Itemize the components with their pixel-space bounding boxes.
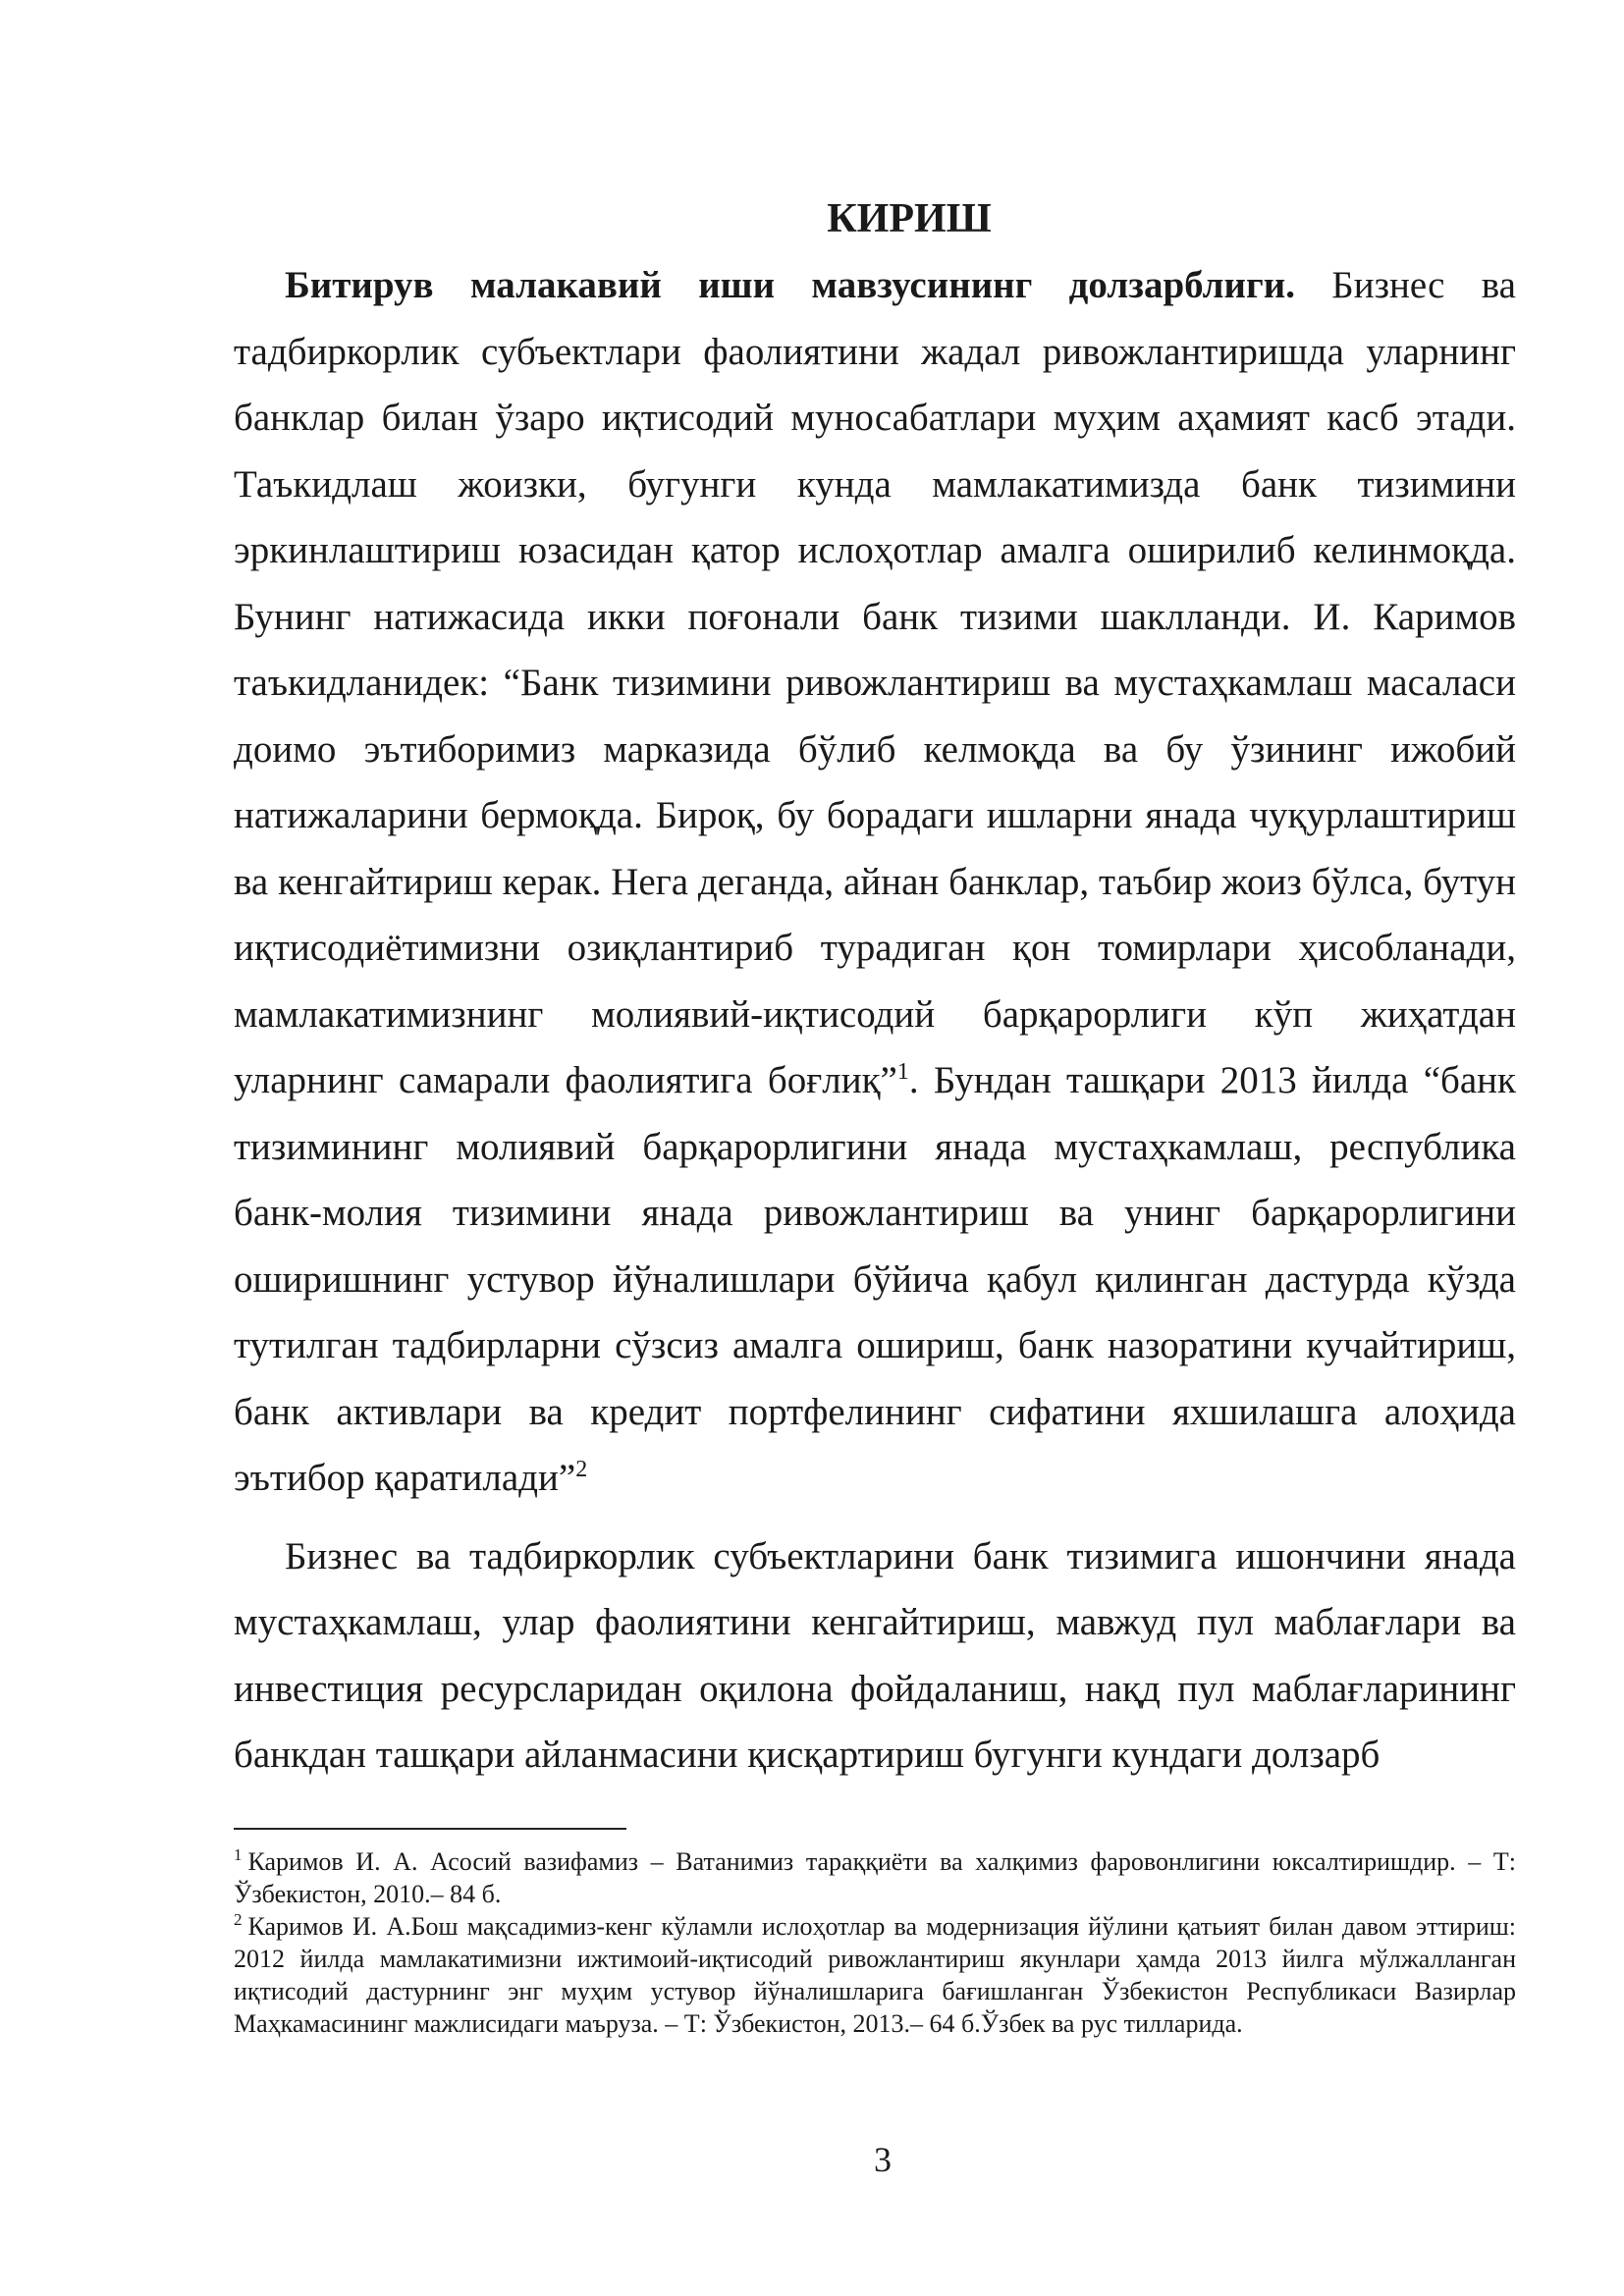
paragraph-relevance bbox=[234, 252, 1516, 1512]
section-heading: КИРИШ bbox=[827, 196, 992, 241]
paragraph-text: Бизнес ва тадбиркорлик субъектлари фаолиятини жадал ривожлантиришда уларнинг банклар билан ўзаро иқтисодий муносабатлари муҳим аҳамият касб этади. Таъкидлаш жоизки, бугунги кунда мамлакатимизда банк тизимини эркинлаштириш юзасидан қатор ислоҳотлар амалга оширилиб келинмоқда. Бунинг натижасида икки поғонали банк тизими шаклланди. И. Каримов таъкидланидек: “Банк тизимини ривожлантириш ва мустаҳкамлаш масаласи доимо эътиборимиз марказида бўлиб келмоқда ва бу ўзининг ижобий натижаларини бермоқда. Бироқ, бу борадаги ишларни янада чуқурлаштириш ва кенгайтириш керак. Нега деганда, айнан банклар, таъбир жоиз бўлса, бутун иқтисодиётимизни озиқлантириб турадиган қон томирлари ҳисобланади, мамлакатимизнинг молиявий-иқтисодий барқарорлиги кўп жиҳатдан уларнинг самарали фаолиятига боғлиқ” bbox=[234, 264, 1516, 1101]
footnote-item bbox=[234, 1845, 1516, 1910]
footnote-number: 1 bbox=[234, 1845, 243, 1865]
paragraph-second: Бизнес ва тадбиркорлик субъектларини банк тизимига ишончини янада мустаҳкамлаш, улар фаолиятини кенгайтириш, мавжуд пул маблағлари ва инвестиция ресурсларидан оқилона фойдаланиш, нақд пул маблағларининг банкдан ташқари айланмасини қисқартириш бугунги кундаги долзарб bbox=[234, 1534, 1516, 1776]
footnote-number: 2 bbox=[234, 1910, 243, 1930]
footnote-text: Каримов И. А.Бош мақсадимиз-кенг кўламли ислоҳотлар ва модернизация йўлини қатьият билан давом эттириш: 2012 йилда мамлакатимизни ижтимоий-иқтисодий ривожлантириш якунлари ҳамда 2013 йилга мўлжалланган иқтисодий дастурнинг энг муҳим устувор йўналишларига бағишланган Ўзбекистон Республикаси Вазирлар Маҳкамасининг мажлисидаги маъруза. – Т: Ўзбекистон, 2013.– 64 б.Ўзбек ва рус тилларида. bbox=[234, 1912, 1516, 2038]
page-number: 3 bbox=[874, 2140, 892, 2179]
footnote-ref[interactable]: 1 bbox=[896, 1059, 909, 1085]
paragraph-text: . Бундан ташқари 2013 йилда “банк тизимининг молиявий барқарорлигини янада мустаҳкамлаш, республика банк-молия тизимини янада ривожлантириш ва унинг барқарорлигини оширишнинг устувор йўналишлари бўйича қабул қилинган дастурда кўзда тутилган тадбирларни сўзсиз амалга ошириш, банк назоратини кучайтириш, банк активлари ва кредит портфелининг сифатини яхшилашга алоҳида эътибор қаратилади” bbox=[234, 1059, 1516, 1499]
body-text bbox=[234, 252, 1516, 1789]
footnote-ref[interactable]: 2 bbox=[575, 1457, 588, 1482]
paragraph-lead: Битирув малакавий иши мавзусининг долзарблиги. bbox=[285, 264, 1295, 306]
document-page bbox=[234, 0, 1516, 2296]
footnote-text: Каримов И. А. Асосий вазифамиз – Ватанимиз тараққиёти ва халқимиз фаровонлигини юксалтиришдир. – Т: Ўзбекистон, 2010.– 84 б. bbox=[234, 1847, 1516, 1908]
footnote-divider bbox=[234, 1828, 626, 1830]
footnote-item bbox=[234, 1910, 1516, 2040]
footnotes bbox=[234, 1845, 1516, 2040]
